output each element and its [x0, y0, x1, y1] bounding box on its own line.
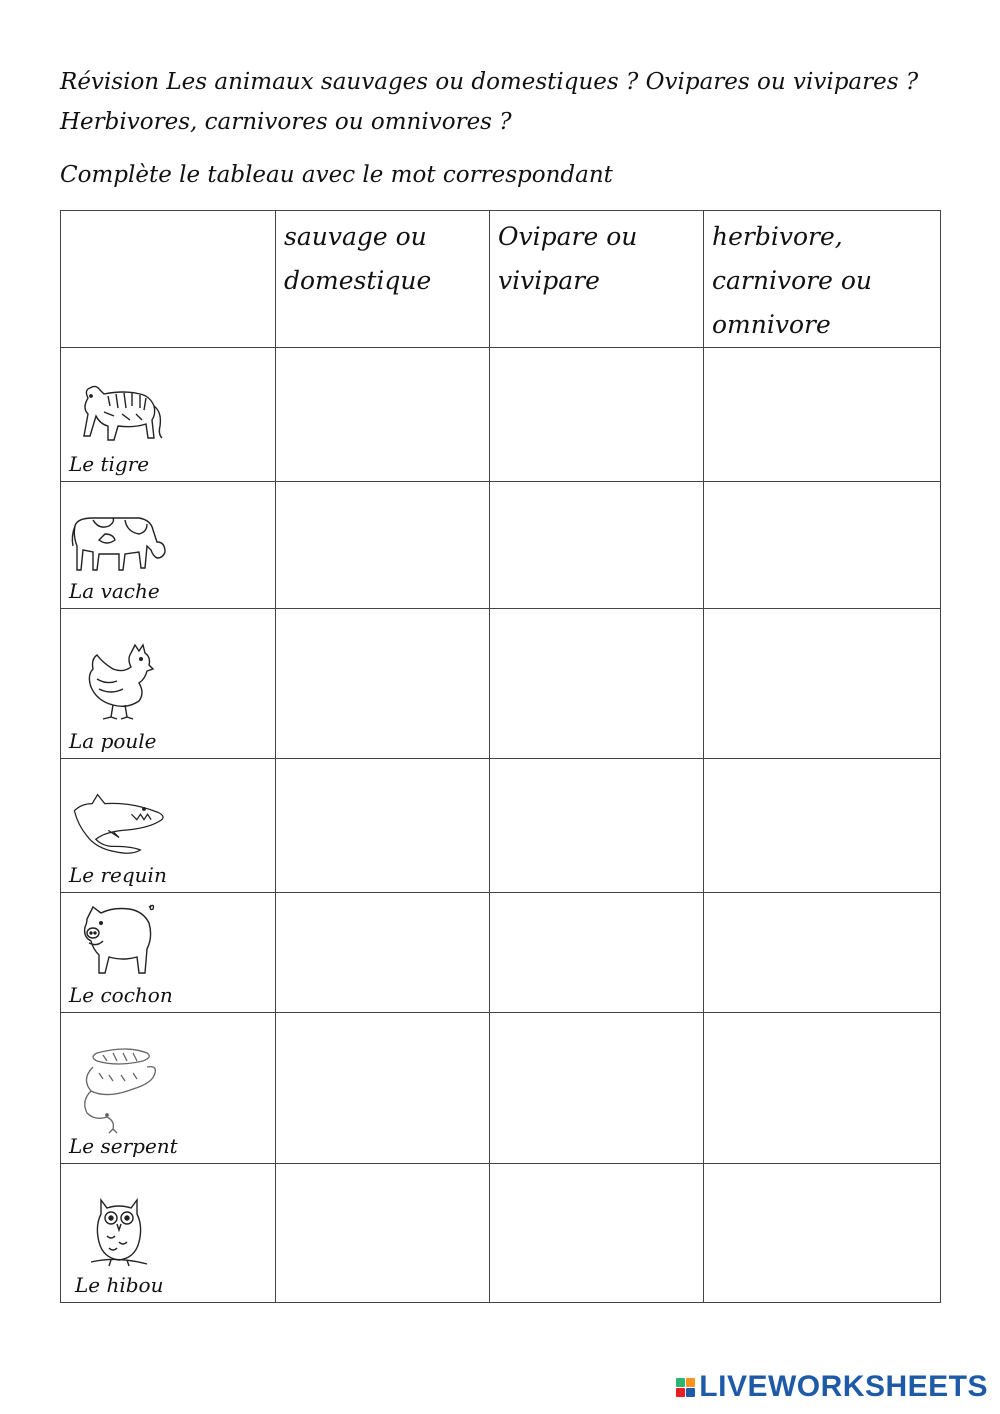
answer-cell-owl-oviparous-viviparous[interactable] — [490, 1164, 704, 1303]
answer-cell-tiger-wild-domestic[interactable] — [276, 348, 490, 482]
snake-icon — [69, 1043, 169, 1135]
table-header-row — [61, 211, 941, 348]
answer-cell-hen-wild-domestic[interactable] — [276, 609, 490, 759]
answer-cell-tiger-diet[interactable] — [704, 348, 941, 482]
animal-cell-snake — [61, 1013, 276, 1164]
table-row — [61, 1164, 941, 1303]
animal-cell-shark — [61, 759, 276, 893]
worksheet-title: Révision Les animaux sauvages ou domestiques ? Ovipares ou vivipares ? Herbivores, carnivores ou omnivores ? — [60, 69, 919, 135]
answer-cell-tiger-oviparous-viviparous[interactable] — [490, 348, 704, 482]
table-row — [61, 348, 941, 482]
answer-cell-pig-diet[interactable] — [704, 893, 941, 1013]
shark-icon — [69, 789, 169, 861]
animal-label-owl: Le hibou — [75, 1273, 164, 1297]
header-cell-wild-domestic: sauvage ou domestique — [276, 211, 490, 348]
answer-cell-shark-diet[interactable] — [704, 759, 941, 893]
animal-cell-hen — [61, 609, 276, 759]
animal-label-pig: Le cochon — [69, 983, 173, 1007]
answer-cell-shark-wild-domestic[interactable] — [276, 759, 490, 893]
logo-square-green — [676, 1378, 685, 1387]
answer-cell-owl-diet[interactable] — [704, 1164, 941, 1303]
table-row — [61, 759, 941, 893]
pig-icon — [69, 897, 169, 977]
liveworksheets-brand-text: LIVEWORKSHEETS — [699, 1370, 988, 1403]
animal-label-cow: La vache — [69, 579, 160, 603]
animal-cell-tiger — [61, 348, 276, 482]
table-row — [61, 609, 941, 759]
answer-cell-snake-oviparous-viviparous[interactable] — [490, 1013, 704, 1164]
liveworksheets-logo-icon — [676, 1378, 695, 1397]
worksheet-instruction: Complète le tableau avec le mot correspondant — [60, 162, 613, 188]
answer-cell-pig-oviparous-viviparous[interactable] — [490, 893, 704, 1013]
answer-cell-snake-diet[interactable] — [704, 1013, 941, 1164]
animal-cell-owl — [61, 1164, 276, 1303]
animal-cell-cow — [61, 482, 276, 609]
tiger-icon — [69, 376, 169, 446]
answer-cell-cow-diet[interactable] — [704, 482, 941, 609]
logo-square-blue — [686, 1388, 695, 1397]
table-row — [61, 1013, 941, 1164]
answer-cell-snake-wild-domestic[interactable] — [276, 1013, 490, 1164]
answer-cell-pig-wild-domestic[interactable] — [276, 893, 490, 1013]
animal-cell-pig — [61, 893, 276, 1013]
animal-label-snake: Le serpent — [69, 1134, 178, 1158]
answer-cell-owl-wild-domestic[interactable] — [276, 1164, 490, 1303]
table-row — [61, 893, 941, 1013]
animal-label-shark: Le requin — [69, 863, 167, 887]
cow-icon — [69, 512, 169, 574]
hen-icon — [69, 639, 169, 723]
header-cell-empty — [61, 211, 276, 348]
animal-classification-table — [60, 210, 941, 1303]
logo-square-red — [676, 1388, 685, 1397]
answer-cell-cow-oviparous-viviparous[interactable] — [490, 482, 704, 609]
answer-cell-hen-diet[interactable] — [704, 609, 941, 759]
owl-icon — [69, 1192, 169, 1272]
logo-square-orange — [686, 1378, 695, 1387]
header-cell-oviparous-viviparous: Ovipare ou vivipare — [490, 211, 704, 348]
answer-cell-shark-oviparous-viviparous[interactable] — [490, 759, 704, 893]
answer-cell-cow-wild-domestic[interactable] — [276, 482, 490, 609]
animal-label-hen: La poule — [69, 729, 157, 753]
table-row — [61, 482, 941, 609]
liveworksheets-logo — [676, 1370, 988, 1404]
animal-label-tiger: Le tigre — [69, 452, 150, 476]
header-cell-diet: herbivore, carnivore ou omnivore — [704, 211, 941, 348]
answer-cell-hen-oviparous-viviparous[interactable] — [490, 609, 704, 759]
